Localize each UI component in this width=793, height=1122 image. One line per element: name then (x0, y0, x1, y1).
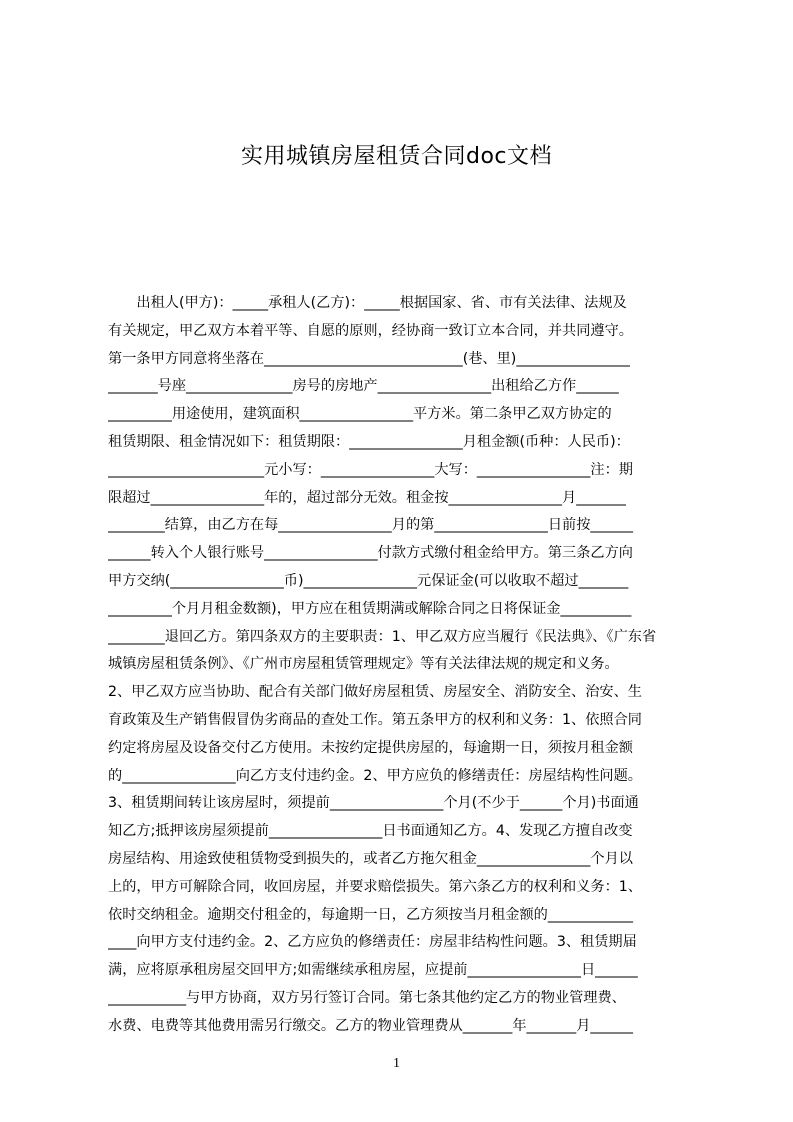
body-line: 水费、电费等其他费用需另行缴交。乙方的物业管理费从_______年_______月______ (108, 1017, 633, 1034)
contract-body (108, 290, 700, 1041)
body-line: 育政策及生产销售假冒伪劣商品的查处工作。第五条甲方的权利和义务：1、依照合同 (108, 711, 642, 728)
body-line: 第一条甲方同意将坐落在____________________________(巷、里)________________ (108, 350, 630, 367)
body-line: ______________________元小写：________________大写：________________注：期 (108, 461, 633, 478)
body-line: ____向甲方支付违约金。2、乙方应负的修缮责任：房屋非结构性问题。3、租赁期届 (108, 934, 637, 951)
body-line: ________结算，由乙方在每________________月的第________________日前按______ (108, 517, 633, 534)
body-line: ________退回乙方。第四条双方的主要职责：1、甲乙双方应当履行《民法典》、《广东省 (108, 628, 657, 645)
body-line: 甲方交纳(________________币)________________元保证金(可以收取不超过_______ (108, 572, 629, 589)
body-line: 知乙方;抵押该房屋须提前________________日书面通知乙方。4、发现乙方擅自改变 (108, 823, 633, 840)
body-line: 房屋结构、用途致使租赁物受到损失的，或者乙方拖欠租金________________个月以 (108, 850, 633, 867)
body-line: 满，应将原承租房屋交回甲方;如需继续承租房屋，应提前________________日______ (108, 962, 638, 979)
document-title: 实用城镇房屋租赁合同doc文档 (240, 144, 553, 169)
body-line: _______号座_______________房号的房地产________________出租给乙方作______ (108, 378, 619, 395)
body-line: 2、甲乙双方应当协助、配合有关部门做好房屋租赁、房屋安全、消防安全、治安、生 (108, 684, 642, 701)
body-line: 限超过________________年的，超过部分无效。租金按________________月_______ (108, 489, 626, 506)
body-line: 约定将房屋及设备交付乙方使用。未按约定提供房屋的，每逾期一日，须按月租金额 (108, 739, 633, 756)
body-line: 租赁期限、租金情况如下：租赁期限：________________月租金额(币种：人民币)： (108, 433, 630, 450)
page-number: 1 (393, 1056, 400, 1071)
body-line: 城镇房屋租赁条例》、《广州市房屋租赁管理规定》等有关法律法规的规定和义务。 (108, 656, 619, 673)
body-line: _________用途使用，建筑面积________________平方米。第二条甲乙双方协定的 (108, 406, 612, 423)
body-line: ______转入个人银行账号________________付款方式缴付租金给甲方。第三条乙方向 (108, 545, 633, 562)
body-line: 3、租赁期间转让该房屋时，须提前________________个月(不少于______个月)书面通 (108, 795, 639, 812)
body-line: 出租人(甲方)：_____承租人(乙方)：_____根据国家、省、市有关法律、法规及 (108, 295, 627, 311)
body-line: _________个月月租金数额)，甲方应在租赁期满或解除合同之日将保证金__________ (108, 600, 632, 617)
body-line: 有关规定，甲乙双方本着平等、自愿的原则，经协商一致订立本合同，并共同遵守。 (108, 322, 633, 339)
body-line: ___________与甲方协商，双方另行签订合同。第七条其他约定乙方的物业管理费、 (108, 989, 626, 1006)
body-line: 的________________向乙方支付违约金。2、甲方应负的修缮责任：房屋结构性问题。 (108, 767, 642, 784)
body-line: 上的，甲方可解除合同，收回房屋，并要求赔偿损失。第六条乙方的权利和义务：1、 (108, 878, 642, 895)
body-line: 依时交纳租金。逾期交付租金的，每逾期一日，乙方须按当月租金额的____________ (108, 906, 633, 923)
